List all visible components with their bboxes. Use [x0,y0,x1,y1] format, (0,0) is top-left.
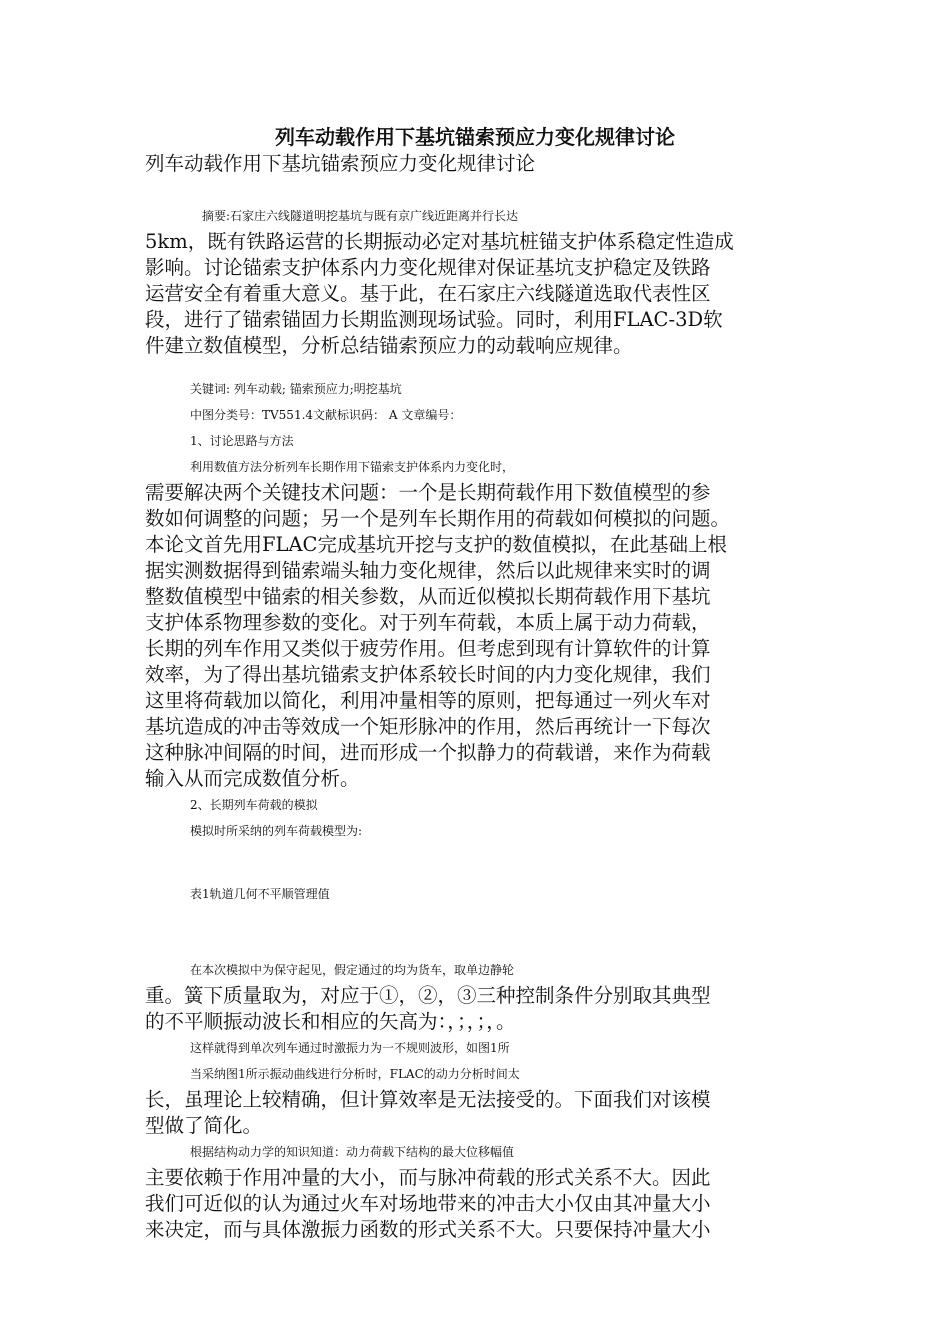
body-line: 重。簧下质量取为，对应于①，②，③三种控制条件分别取其典型 [145,984,711,1007]
body-line: 输入从而完成数值分析。 [145,767,360,790]
body-line: 这里将荷载加以简化，利用冲量相等的原则，把每通过一列火车对 [145,689,711,712]
body-line: 长期的列车作用又类似于疲劳作用。但考虑到现有计算软件的计算 [145,637,711,660]
body-line: 据实测数据得到锚索端头轴力变化规律，然后以此规律来实时的调 [145,559,711,582]
abstract-line: 摘要:石家庄六线隧道明挖基坑与既有京广线近距离并行长达 [202,209,519,223]
body-line: 数如何调整的问题；另一个是列车长期作用的荷载如何模拟的问题。 [145,507,731,530]
abstract-line: 件建立数值模型，分析总结锚索预应力的动载响应规律。 [145,334,633,357]
body-line: 在本次模拟中为保守起见，假定通过的均为货车，取单边静轮 [190,963,515,977]
abstract-line: 5km，既有铁路运营的长期振动必定对基坑桩锚支护体系稳定性造成 [145,230,734,253]
section-heading: 2、长期列车荷载的模拟 [190,798,318,812]
body-line: 来决定，而与具体激振力函数的形式关系不大。只要保持冲量大小 [145,1218,711,1241]
body-line: 型做了简化。 [145,1114,263,1137]
abstract-line: 段，进行了锚索锚固力长期监测现场试验。同时，利用FLAC-3D软 [145,308,723,331]
body-line: 整数值模型中锚索的相关参数，从而近似模拟长期荷载作用下基坑 [145,585,711,608]
body-line: 这种脉冲间隔的时间，进而形成一个拟静力的荷载谱，来作为荷载 [145,741,711,764]
body-line: 本论文首先用FLAC完成基坑开挖与支护的数值模拟，在此基础上根 [145,533,727,556]
body-line: 根据结构动力学的知识知道：动力荷载下结构的最大位移幅值 [190,1145,515,1159]
body-line: 长，虽理论上较精确，但计算效率是无法接受的。下面我们对该模 [145,1088,711,1111]
classification-line: 中图分类号：TV551.4文献标识码： A 文章编号： [190,408,462,422]
body-line: 模拟时所采纳的列车荷载模型为: [190,824,363,838]
body-line: 需要解决两个关键技术问题：一个是长期荷载作用下数值模型的参 [145,481,711,504]
table-caption: 表1轨道几何不平顺管理值 [190,887,330,901]
document-subtitle: 列车动载作用下基坑锚索预应力变化规律讨论 [145,152,536,175]
body-line: 的不平顺振动波长和相应的矢高为：，；，；，。 [145,1010,516,1033]
body-line: 基坑造成的冲击等效成一个矩形脉冲的作用，然后再统计一下每次 [145,715,711,738]
abstract-line: 运营安全有着重大意义。基于此，在石家庄六线隧道选取代表性区 [145,282,711,305]
document-title: 列车动载作用下基坑锚索预应力变化规律讨论 [275,125,675,149]
body-line: 利用数值方法分析列车长期作用下锚索支护体系内力变化时， [190,460,515,474]
body-line: 支护体系物理参数的变化。对于列车荷载，本质上属于动力荷载， [145,611,711,634]
body-line: 当采纳图1所示振动曲线进行分析时，FLAC的动力分析时间太 [190,1067,520,1081]
body-line: 效率，为了得出基坑锚索支护体系较长时间的内力变化规律，我们 [145,663,711,686]
body-line: 这样就得到单次列车通过时激振力为一不规则波形，如图1所 [190,1041,510,1055]
body-line: 我们可近似的认为通过火车对场地带来的冲击大小仅由其冲量大小 [145,1192,711,1215]
keywords-line: 关键词: 列车动载; 锚索预应力;明挖基坑 [190,382,402,396]
body-line: 主要依赖于作用冲量的大小，而与脉冲荷载的形式关系不大。因此 [145,1166,711,1189]
abstract-line: 影响。讨论锚索支护体系内力变化规律对保证基坑支护稳定及铁路 [145,256,711,279]
section-heading: 1、讨论思路与方法 [190,434,294,448]
